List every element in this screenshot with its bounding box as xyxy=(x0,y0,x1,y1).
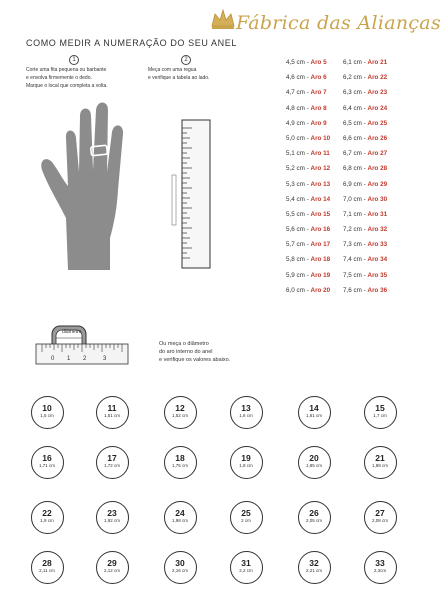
circle-size-number: 21 xyxy=(375,452,385,463)
size-cm: 6,2 cm xyxy=(343,74,362,82)
size-row: 5,7 cm - Aro 17 xyxy=(286,241,331,249)
size-aro: Aro 18 xyxy=(310,256,331,264)
size-row: 5,1 cm - Aro 11 xyxy=(286,150,330,158)
ring-size-circle xyxy=(298,551,331,584)
size-cm: 5,2 cm xyxy=(286,165,305,173)
circle-diameter: 2,21 cm xyxy=(305,567,322,573)
size-aro: Aro 14 xyxy=(310,195,331,203)
size-cm: 6,6 cm xyxy=(343,134,362,142)
size-aro: Aro 9 xyxy=(310,119,327,127)
step-2-number: 2 xyxy=(181,55,191,65)
size-aro: Aro 29 xyxy=(367,180,388,188)
circle-diameter: 2,11 cm xyxy=(39,567,55,573)
size-aro: Aro 32 xyxy=(367,226,388,234)
size-cm: 7,0 cm xyxy=(343,195,362,203)
circle-size-number: 19 xyxy=(241,452,251,463)
circle-diameter: 1,98 cm xyxy=(171,517,188,523)
circle-diameter: 2,12 cm xyxy=(103,567,120,573)
size-row: 6,1 cm - Aro 21 xyxy=(343,59,388,66)
size-aro: Aro 25 xyxy=(367,119,388,127)
size-row: 6,4 cm - Aro 24 xyxy=(343,104,388,112)
circle-size-number: 11 xyxy=(107,402,117,413)
size-aro: Aro 22 xyxy=(367,74,388,82)
size-aro: Aro 12 xyxy=(310,165,331,173)
circle-size-number: 14 xyxy=(309,402,319,413)
size-row: 6,3 cm - Aro 23 xyxy=(343,89,388,97)
size-row: 6,5 cm - Aro 25 xyxy=(343,119,388,127)
size-aro: Aro 24 xyxy=(367,104,388,112)
step-1-text: Corte uma fita pequena ou barbante e envolva firmemente o dedo. Marque o local que completa a volta. xyxy=(26,67,108,89)
size-cm: 7,1 cm xyxy=(343,210,362,218)
size-cm: 4,9 cm xyxy=(286,119,305,127)
size-aro: Aro 33 xyxy=(367,241,388,249)
size-cm: 5,8 cm xyxy=(286,256,305,264)
circle-size-number: 15 xyxy=(375,402,385,413)
size-aro: Aro 5 xyxy=(310,59,327,66)
circle-size-number: 12 xyxy=(175,402,185,413)
size-cm: 7,4 cm xyxy=(343,256,362,264)
size-cm: 6,8 cm xyxy=(343,165,362,173)
circle-size-number: 29 xyxy=(107,557,117,568)
circle-size-number: 10 xyxy=(42,402,52,413)
brand-logo xyxy=(210,8,441,42)
circle-diameter: 1,7 cm xyxy=(373,412,387,418)
ring-size-circle xyxy=(164,551,197,584)
size-cm: 4,6 cm xyxy=(286,74,305,82)
circle-diameter: 2,08 cm xyxy=(371,517,388,523)
ring-size-circle xyxy=(364,551,397,584)
size-cm: 5,6 cm xyxy=(286,226,305,234)
circle-diameter: 1,88 cm xyxy=(371,462,388,468)
size-row: 5,9 cm - Aro 19 xyxy=(286,271,331,279)
circle-size-number: 27 xyxy=(375,507,385,518)
size-cm: 4,8 cm xyxy=(286,104,305,112)
circle-size-number: 18 xyxy=(175,452,185,463)
circle-size-number: 26 xyxy=(309,507,319,518)
size-aro: Aro 17 xyxy=(310,241,331,249)
ring-size-circle xyxy=(298,446,331,479)
size-row: 6,6 cm - Aro 26 xyxy=(343,134,388,142)
circle-diameter: 1,71 cm xyxy=(38,462,55,468)
ring-size-circle xyxy=(96,551,129,584)
size-aro: Aro 36 xyxy=(367,286,388,294)
circle-diameter: 1,51 cm xyxy=(103,412,120,418)
size-aro: Aro 30 xyxy=(367,195,388,203)
size-cm: 7,5 cm xyxy=(343,271,362,279)
size-row: 7,3 cm - Aro 33 xyxy=(343,241,388,249)
circle-size-number: 13 xyxy=(241,402,251,413)
size-row: 5,8 cm - Aro 18 xyxy=(286,256,331,264)
size-row: 5,2 cm - Aro 12 xyxy=(286,165,331,173)
diameter-label: diâmetro xyxy=(62,329,82,335)
size-row: 6,7 cm - Aro 27 xyxy=(343,150,388,158)
size-aro: Aro 19 xyxy=(310,271,331,279)
circle-size-number: 25 xyxy=(241,507,251,518)
ring-size-circle xyxy=(96,446,129,479)
size-cm: 4,7 cm xyxy=(286,89,305,97)
size-cm: 7,2 cm xyxy=(343,226,362,234)
size-aro: Aro 10 xyxy=(310,134,331,142)
size-cm: 6,4 cm xyxy=(343,104,362,112)
size-row: 6,2 cm - Aro 22 xyxy=(343,74,388,82)
ring-size-circle xyxy=(164,446,197,479)
circle-diameter: 1,72 cm xyxy=(103,462,120,468)
size-row: 5,3 cm - Aro 13 xyxy=(286,180,331,188)
size-cm: 6,7 cm xyxy=(343,150,362,158)
ring-size-circle xyxy=(230,501,263,534)
brand-name: Fábrica das Alianças xyxy=(236,12,441,34)
size-row: 7,6 cm - Aro 36 xyxy=(343,286,388,294)
ring-size-circle xyxy=(164,396,197,429)
size-aro: Aro 35 xyxy=(367,271,388,279)
circle-diameter: 1,8 cm xyxy=(239,462,253,468)
size-row: 7,0 cm - Aro 30 xyxy=(343,195,388,203)
circle-diameter: 1,85 cm xyxy=(305,462,322,468)
size-row: 4,5 cm - Aro 5 xyxy=(286,59,327,66)
ring-size-circle xyxy=(31,396,64,429)
size-cm: 5,0 cm xyxy=(286,134,305,142)
size-table-right xyxy=(343,59,387,302)
size-aro: Aro 7 xyxy=(310,89,327,97)
ring-size-circle xyxy=(96,396,129,429)
ring-size-circle xyxy=(31,501,64,534)
circle-diameter: 1,61 cm xyxy=(305,412,322,418)
page-title: COMO MEDIR A NUMERAÇÃO DO SEU ANEL xyxy=(26,38,237,48)
size-row: 5,4 cm - Aro 14 xyxy=(286,195,331,203)
size-cm: 5,5 cm xyxy=(286,210,305,218)
size-row: 5,6 cm - Aro 16 xyxy=(286,226,331,234)
size-aro: Aro 28 xyxy=(367,165,388,173)
hand-illustration xyxy=(38,98,148,270)
circle-diameter: 2,2 cm xyxy=(239,567,253,573)
measure-instructions: Ou meça o diâmetro do aro interno do anel e verifique os valores abaixo. xyxy=(159,341,231,363)
circle-diameter: 2 cm xyxy=(241,517,251,523)
size-aro: Aro 8 xyxy=(310,104,327,112)
ring-size-circle xyxy=(164,501,197,534)
ring-ruler-diagram xyxy=(36,326,130,374)
ring-size-circle xyxy=(31,446,64,479)
size-aro: Aro 15 xyxy=(310,210,331,218)
size-row: 4,9 cm - Aro 9 xyxy=(286,119,327,127)
size-aro: Aro 26 xyxy=(367,134,388,142)
size-cm: 5,9 cm xyxy=(286,271,305,279)
size-aro: Aro 27 xyxy=(367,150,388,158)
circle-size-number: 32 xyxy=(309,557,319,568)
size-aro: Aro 31 xyxy=(367,210,388,218)
size-cm: 6,5 cm xyxy=(343,119,362,127)
crown-icon xyxy=(210,8,236,30)
size-row: 7,4 cm - Aro 34 xyxy=(343,256,388,264)
circle-size-number: 28 xyxy=(42,557,52,568)
circle-size-number: 16 xyxy=(42,452,52,463)
circle-size-number: 33 xyxy=(375,557,385,568)
size-table-left xyxy=(286,59,330,302)
circle-size-number: 23 xyxy=(107,507,117,518)
circle-diameter: 1,9 cm xyxy=(40,517,54,523)
circle-diameter: 1,52 cm xyxy=(171,412,188,418)
circle-size-number: 20 xyxy=(309,452,319,463)
ring-size-circle xyxy=(364,446,397,479)
size-aro: Aro 6 xyxy=(310,74,327,82)
size-row: 7,5 cm - Aro 35 xyxy=(343,271,388,279)
size-cm: 6,1 cm xyxy=(343,59,362,66)
circle-size-number: 24 xyxy=(175,507,185,518)
circle-diameter: 1,75 cm xyxy=(171,462,188,468)
circle-size-number: 22 xyxy=(42,507,52,518)
circle-diameter: 1,92 cm xyxy=(103,517,120,523)
size-aro: Aro 13 xyxy=(310,180,331,188)
size-row: 4,7 cm - Aro 7 xyxy=(286,89,327,97)
size-row: 6,9 cm - Aro 29 xyxy=(343,180,388,188)
vertical-ruler xyxy=(172,120,214,270)
size-row: 6,0 cm - Aro 20 xyxy=(286,286,331,294)
ring-size-circle xyxy=(230,396,263,429)
size-cm: 5,1 cm xyxy=(286,150,305,158)
circle-diameter: 2,3cm xyxy=(373,567,387,573)
ring-size-circle xyxy=(298,501,331,534)
size-row: 7,1 cm - Aro 31 xyxy=(343,210,388,218)
circle-diameter: 2,16 cm xyxy=(171,567,188,573)
circle-size-number: 17 xyxy=(107,452,117,463)
size-cm: 5,7 cm xyxy=(286,241,305,249)
size-row: 4,8 cm - Aro 8 xyxy=(286,104,327,112)
step-2-text: Meça com uma regua e verifique a tabela ao lado. xyxy=(148,67,210,81)
circle-size-number: 31 xyxy=(241,557,251,568)
size-cm: 6,9 cm xyxy=(343,180,362,188)
size-row: 6,8 cm - Aro 28 xyxy=(343,165,388,173)
ring-size-circle xyxy=(364,396,397,429)
size-aro: Aro 21 xyxy=(367,59,388,66)
size-row: 4,6 cm - Aro 6 xyxy=(286,74,327,82)
circle-diameter: 2,05 cm xyxy=(305,517,322,523)
circle-diameter: 1,5 cm xyxy=(40,412,54,418)
step-1-number: 1 xyxy=(69,55,79,65)
size-aro: Aro 16 xyxy=(310,226,331,234)
circle-diameter: 1,6 cm xyxy=(239,412,253,418)
size-row: 7,2 cm - Aro 32 xyxy=(343,226,388,234)
circle-size-number: 30 xyxy=(175,557,185,568)
size-cm: 7,6 cm xyxy=(343,286,362,294)
size-cm: 5,3 cm xyxy=(286,180,305,188)
size-row: 5,0 cm - Aro 10 xyxy=(286,134,331,142)
size-cm: 7,3 cm xyxy=(343,241,362,249)
ring-size-circle xyxy=(31,551,64,584)
size-aro: Aro 23 xyxy=(367,89,388,97)
size-cm: 6,3 cm xyxy=(343,89,362,97)
ring-size-circle xyxy=(96,501,129,534)
ring-size-circle xyxy=(230,551,263,584)
size-cm: 4,5 cm xyxy=(286,59,305,66)
ring-size-circle xyxy=(298,396,331,429)
ring-size-circle xyxy=(230,446,263,479)
size-cm: 5,4 cm xyxy=(286,195,305,203)
size-aro: Aro 11 xyxy=(310,150,330,158)
ring-size-circle xyxy=(364,501,397,534)
size-aro: Aro 20 xyxy=(310,286,331,294)
size-row: 5,5 cm - Aro 15 xyxy=(286,210,331,218)
size-cm: 6,0 cm xyxy=(286,286,305,294)
size-aro: Aro 34 xyxy=(367,256,388,264)
